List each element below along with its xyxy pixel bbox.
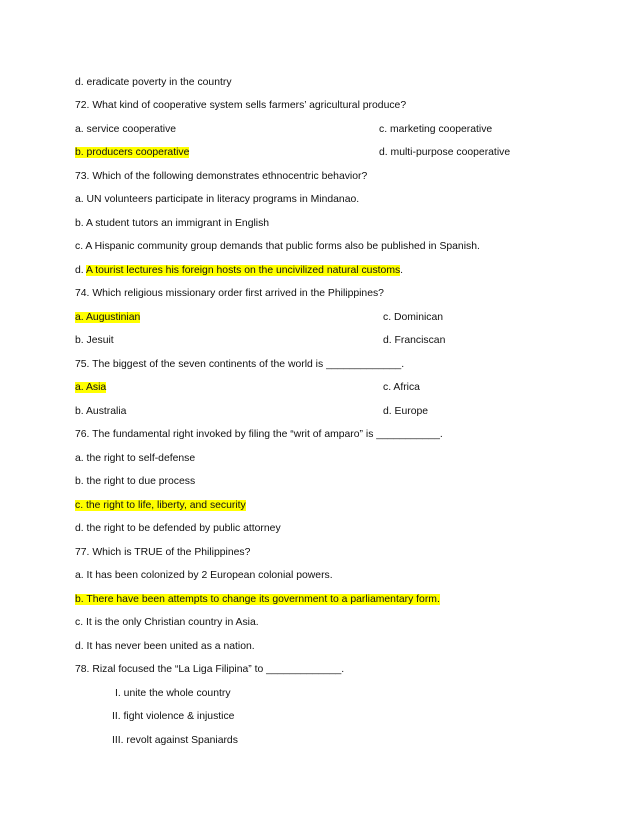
- q76-option-c-row: [75, 499, 246, 513]
- q77-option-c: c. It is the only Christian country in Asia.: [75, 617, 259, 628]
- q78-item-i: I. unite the whole country: [115, 688, 231, 699]
- q77-option-b-highlighted: b. There have been attempts to change its government to a parliamentary form.: [75, 594, 440, 605]
- q74-option-a-highlighted: a. Augustinian: [75, 312, 141, 323]
- q78-item-iii: III. revolt against Spaniards: [112, 735, 238, 746]
- q78-item-ii: II. fight violence & injustice: [112, 711, 235, 722]
- q77-option-b-row: [75, 593, 440, 607]
- q73-question: 73. Which of the following demonstrates ethnocentric behavior?: [75, 171, 368, 182]
- q74-option-c: c. Dominican: [383, 312, 444, 323]
- q71-option-d: d. eradicate poverty in the country: [75, 77, 232, 88]
- q73-option-c: c. A Hispanic community group demands that public forms also be published in Spanish.: [75, 241, 480, 252]
- q77-option-a: a. It has been colonized by 2 European colonial powers.: [75, 570, 333, 581]
- q73-option-b: b. A student tutors an immigrant in English: [75, 218, 270, 229]
- q74-question: 74. Which religious missionary order first arrived in the Philippines?: [75, 288, 384, 299]
- q72-option-a: a. service cooperative: [75, 124, 177, 135]
- q73-option-d-prefix: d.: [75, 265, 86, 276]
- q72-option-d: d. multi-purpose cooperative: [379, 147, 511, 158]
- q75-question: 75. The biggest of the seven continents of the world is _____________.: [75, 359, 405, 370]
- q76-option-a: a. the right to self-defense: [75, 453, 196, 464]
- q74-option-a-row: [75, 311, 140, 325]
- q72-option-b-row: [75, 146, 189, 160]
- q76-option-c-highlighted: c. the right to life, liberty, and security: [75, 500, 246, 511]
- q75-option-a-row: [75, 381, 106, 395]
- q76-option-b: b. the right to due process: [75, 476, 196, 487]
- q73-option-a: a. UN volunteers participate in literacy programs in Mindanao.: [75, 194, 360, 205]
- q74-option-d: d. Franciscan: [383, 335, 446, 346]
- q77-option-d: d. It has never been united as a nation.: [75, 641, 255, 652]
- q74-option-b: b. Jesuit: [75, 335, 114, 346]
- q76-question: 76. The fundamental right invoked by filing the “writ of amparo” is ___________.: [75, 429, 443, 440]
- q77-question: 77. Which is TRUE of the Philippines?: [75, 547, 251, 558]
- q76-option-d: d. the right to be defended by public attorney: [75, 523, 281, 534]
- q72-question: 72. What kind of cooperative system sells farmers’ agricultural produce?: [75, 100, 407, 111]
- q72-option-b-highlighted: b. producers cooperative: [75, 147, 190, 158]
- q72-option-c: c. marketing cooperative: [379, 124, 493, 135]
- q75-option-a-highlighted: a. Asia: [75, 382, 107, 393]
- q73-option-d-row: [75, 264, 403, 278]
- q73-option-d-suffix: .: [400, 265, 404, 276]
- q75-option-c: c. Africa: [383, 382, 420, 393]
- q78-question: 78. Rizal focused the “La Liga Filipina” to _____________.: [75, 664, 345, 675]
- q75-option-b: b. Australia: [75, 406, 127, 417]
- q75-option-d: d. Europe: [383, 406, 429, 417]
- q73-option-d-highlighted: A tourist lectures his foreign hosts on the uncivilized natural customs: [85, 265, 401, 276]
